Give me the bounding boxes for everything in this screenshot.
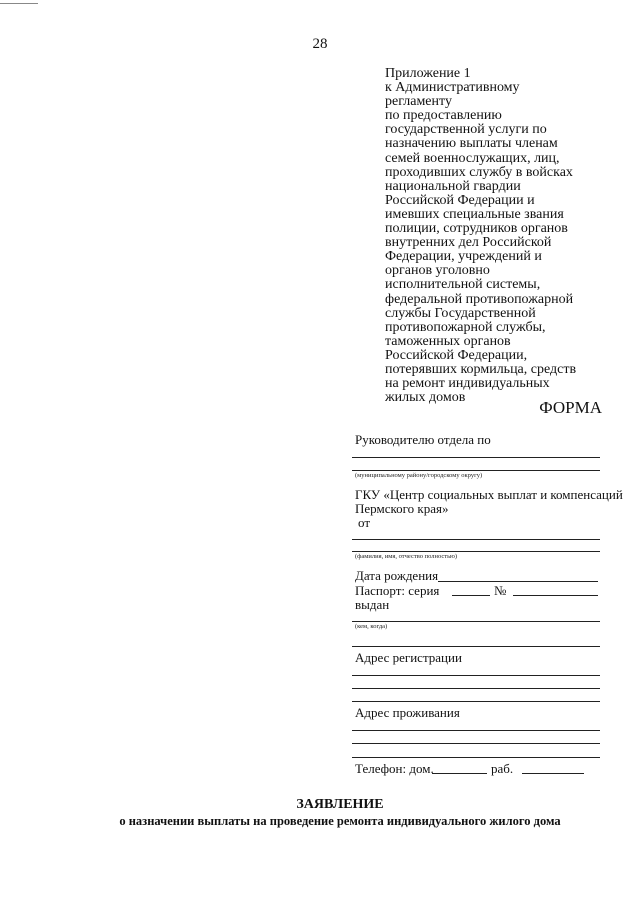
appendix-line: семей военнослужащих, лиц, xyxy=(385,150,560,166)
reg-address-line-2 xyxy=(352,688,600,689)
municipal-caption: (муниципальному району/городскому округу) xyxy=(355,472,483,479)
reg-address-label: Адрес регистрации xyxy=(355,650,462,665)
passport-number-label: № xyxy=(494,583,507,598)
appendix-line: национальной гвардии xyxy=(385,178,521,194)
phone-work-label: раб. xyxy=(491,761,514,776)
issued-line-2 xyxy=(352,646,600,647)
appendix-line: противопожарной службы, xyxy=(385,319,546,335)
appendix-line: назначению выплаты членам xyxy=(385,136,558,152)
appendix-line: проходивших службу в войсках xyxy=(385,164,573,180)
appendix-line: таможенных органов xyxy=(385,333,511,349)
org-line-2: Пермского края» xyxy=(355,501,449,516)
statement-title: ЗАЯВЛЕНИЕ xyxy=(296,797,384,812)
appendix-line: Российской Федерации и xyxy=(385,192,535,208)
fio-line-1 xyxy=(352,539,600,540)
phone-work-line xyxy=(522,773,584,774)
appendix-line: государственной услуги по xyxy=(385,122,547,138)
live-address-label: Адрес проживания xyxy=(355,705,460,720)
phone-home-line xyxy=(432,773,487,774)
issued-label: выдан xyxy=(355,597,390,612)
appendix-line: Приложение 1 xyxy=(385,66,471,81)
appendix-line: федеральной противопожарной xyxy=(385,291,574,307)
page-number: 28 xyxy=(312,36,328,52)
appendix-line: органов уголовно xyxy=(385,263,490,279)
appendix-block xyxy=(385,67,620,405)
appendix-line: Федерации, учреждений и xyxy=(385,249,542,265)
passport-number-line xyxy=(513,595,598,596)
passport-series-label: Паспорт: серия xyxy=(355,583,440,598)
appendix-line: регламенту xyxy=(385,94,452,110)
fio-line-2 xyxy=(352,551,600,552)
live-address-line-1 xyxy=(352,730,600,731)
form-label: ФОРМА xyxy=(539,398,602,417)
live-address-line-2 xyxy=(352,743,600,744)
appendix-line: к Административному xyxy=(385,80,520,96)
issued-line xyxy=(352,621,600,622)
issued-caption: (кем, когда) xyxy=(355,623,388,630)
department-line xyxy=(352,457,600,458)
org-line-1: ГКУ «Центр социальных выплат и компенсаций xyxy=(355,487,623,502)
statement-subtitle: о назначении выплаты на проведение ремонта индивидуального жилого дома xyxy=(119,814,561,828)
from-label: от xyxy=(358,515,371,530)
reg-address-line-1 xyxy=(352,675,600,676)
appendix-line: полиции, сотрудников органов xyxy=(385,221,568,237)
phone-home-label: Телефон: дом. xyxy=(355,761,434,776)
appendix-line: на ремонт индивидуальных xyxy=(385,376,550,392)
appendix-line: имевших специальные звания xyxy=(385,206,564,222)
reg-address-line-3 xyxy=(352,701,600,702)
corner-rule xyxy=(0,3,38,4)
passport-series-line xyxy=(452,595,490,596)
live-address-line-3 xyxy=(352,757,600,758)
appendix-line: по предоставлению xyxy=(385,108,502,124)
appendix-line: потерявших кормильца, средств xyxy=(385,361,577,377)
birth-date-line xyxy=(438,581,598,582)
appendix-line: службы Государственной xyxy=(385,305,536,321)
appendix-line: исполнительной системы, xyxy=(385,277,541,293)
appendix-line: жилых домов xyxy=(385,390,466,406)
municipal-line xyxy=(352,470,600,471)
addressee-head: Руководителю отдела по xyxy=(355,432,491,447)
appendix-line: внутренних дел Российской xyxy=(385,235,552,251)
fio-caption: (фамилия, имя, отчество полностью) xyxy=(355,553,458,560)
birth-date-label: Дата рождения xyxy=(355,568,439,583)
appendix-line: Российской Федерации, xyxy=(385,347,528,363)
